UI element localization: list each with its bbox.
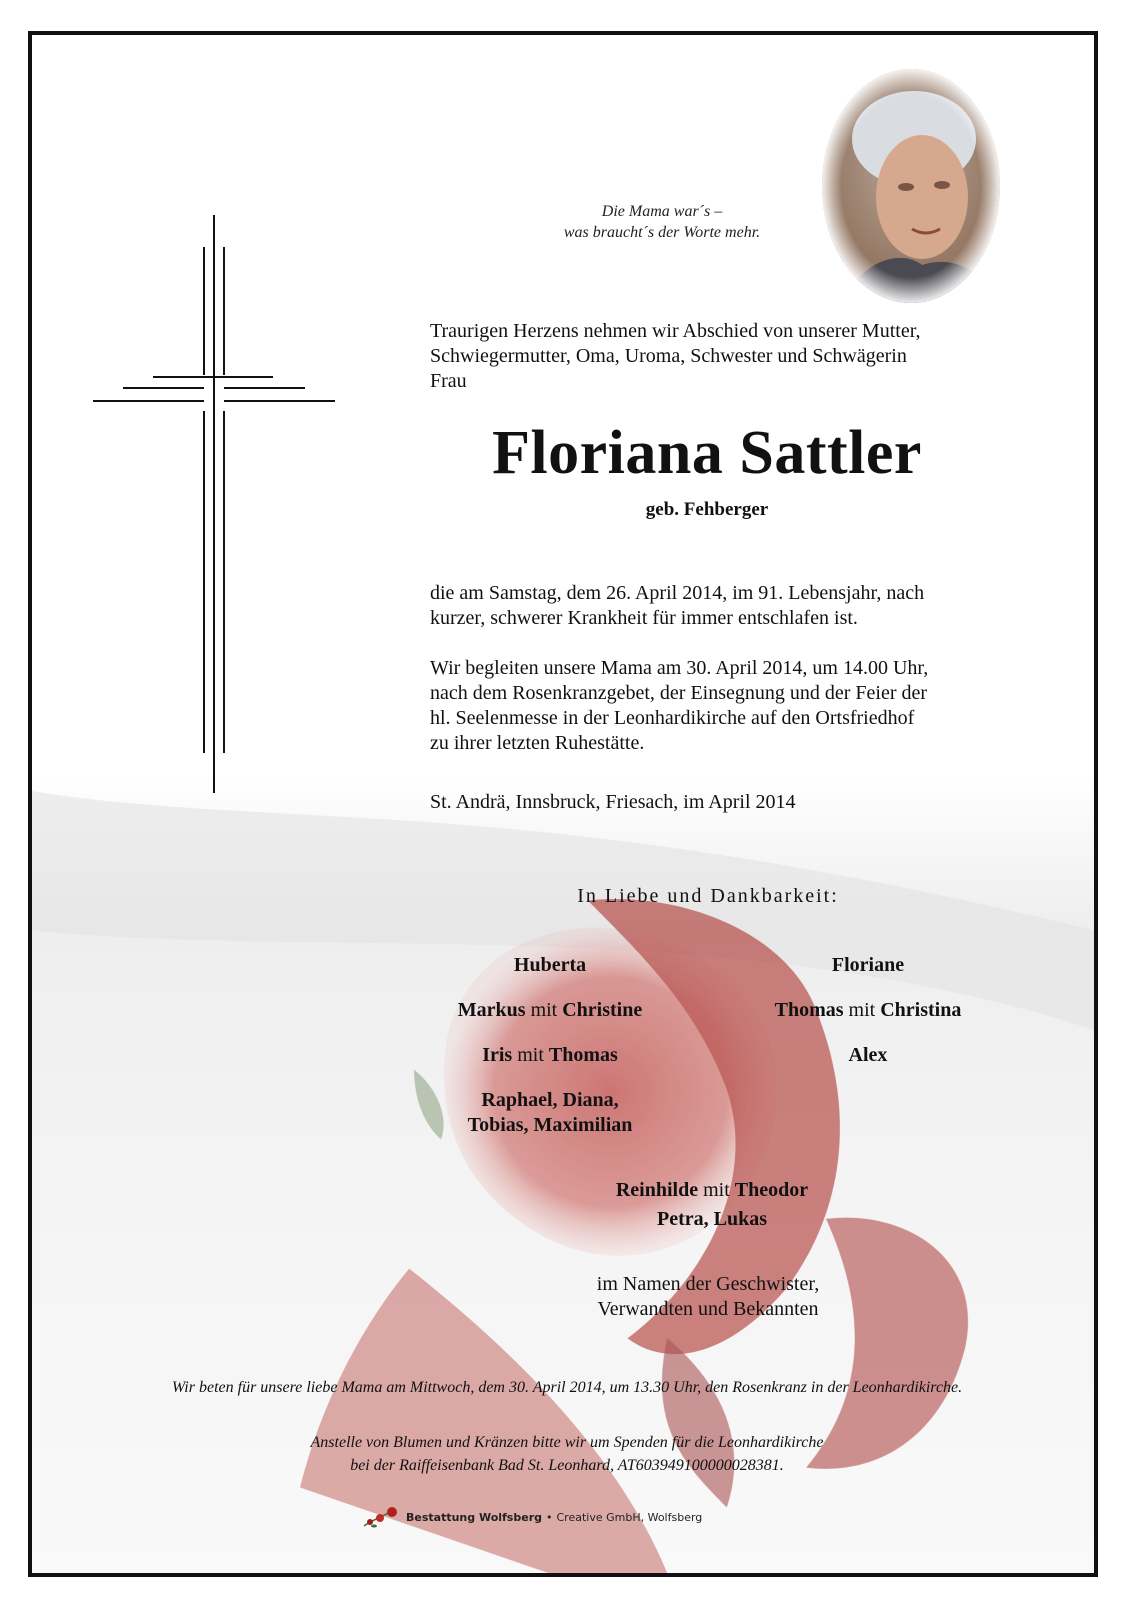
family-center-2 bbox=[562, 1207, 862, 1232]
donation-line-1: Anstelle von Blumen und Kränzen bitte wir um Spenden für die Leonhardikirche bbox=[310, 1434, 824, 1451]
family-right-3 bbox=[748, 1043, 988, 1068]
family-name: Theodor bbox=[734, 1179, 809, 1201]
family-left-1 bbox=[430, 953, 670, 978]
footer-rest: Creative GmbH, Wolfsberg bbox=[556, 1510, 703, 1524]
family-name: Petra, Lukas bbox=[657, 1208, 767, 1230]
quote bbox=[512, 201, 812, 243]
quote-line-2: was braucht´s der Worte mehr. bbox=[563, 224, 761, 241]
thanks-heading: In Liebe und Dankbarkeit: bbox=[577, 885, 839, 907]
family-name: Raphael, Diana, bbox=[481, 1089, 619, 1111]
family-name: Thomas bbox=[548, 1044, 618, 1066]
funeral-line-1: Wir begleiten unsere Mama am 30. April 2014, um 14.00 Uhr, bbox=[430, 657, 929, 679]
family-name: Markus bbox=[457, 999, 526, 1021]
family-left-grandchildren bbox=[430, 1088, 670, 1138]
death-notice bbox=[430, 581, 986, 631]
funeral-details bbox=[430, 656, 986, 756]
family-connector: mit bbox=[525, 999, 563, 1021]
behalf-line-2: Verwandten und Bekannten bbox=[597, 1298, 819, 1320]
rosary-note: Wir beten für unsere liebe Mama am Mittwoch, dem 30. April 2014, um 13.30 Uhr, den Rosenkranz in der Leonhardikirche. bbox=[171, 1379, 963, 1396]
deceased-name: Floriana Sattler bbox=[492, 419, 922, 487]
behalf-line-1: im Namen der Geschwister, bbox=[596, 1273, 820, 1295]
funeral-line-4: zu ihrer letzten Ruhestätte. bbox=[430, 732, 645, 754]
death-line-2: kurzer, schwerer Krankheit für immer entschlafen ist. bbox=[430, 607, 858, 629]
portrait-photo bbox=[822, 69, 1000, 303]
family-center bbox=[562, 1178, 862, 1232]
family-name: Christina bbox=[880, 999, 962, 1021]
family-center-1 bbox=[562, 1178, 862, 1203]
intro-line-2: Schwiegermutter, Oma, Uroma, Schwester und Schwägerin bbox=[430, 345, 907, 367]
family-name: Christine bbox=[562, 999, 643, 1021]
intro-line-3: Frau bbox=[430, 370, 467, 392]
family-name: Thomas bbox=[774, 999, 844, 1021]
intro-text bbox=[430, 319, 986, 394]
family-name: Huberta bbox=[513, 954, 587, 976]
family-right-1 bbox=[748, 953, 988, 978]
family-name: Reinhilde bbox=[615, 1179, 699, 1201]
cross-icon bbox=[87, 215, 337, 805]
portrait-image bbox=[822, 69, 1000, 303]
death-line-1: die am Samstag, dem 26. April 2014, im 91. Lebensjahr, nach bbox=[430, 582, 925, 604]
behalf-text bbox=[430, 1272, 986, 1322]
family-connector: mit bbox=[512, 1044, 549, 1066]
footer-separator: • bbox=[546, 1510, 553, 1524]
family-left-2 bbox=[430, 998, 670, 1023]
family-right-2 bbox=[748, 998, 988, 1023]
donation-line-2: bei der Raiffeisenbank Bad St. Leonhard, AT603949100000028381. bbox=[350, 1457, 784, 1474]
quote-line-1: Die Mama war´s – bbox=[601, 203, 723, 220]
footer-company: Bestattung Wolfsberg bbox=[406, 1510, 542, 1524]
obituary-card bbox=[28, 31, 1098, 1577]
footer-credit bbox=[362, 1505, 782, 1529]
family-name: Alex bbox=[848, 1044, 888, 1066]
funeral-line-3: hl. Seelenmesse in der Leonhardikirche auf den Ortsfriedhof bbox=[430, 707, 915, 729]
rose-logo-icon bbox=[362, 1506, 400, 1528]
family-name: Iris bbox=[482, 1044, 513, 1066]
family-name: Floriane bbox=[831, 954, 905, 976]
maiden-name: geb. Fehberger bbox=[645, 499, 769, 520]
funeral-line-2: nach dem Rosenkranzgebet, der Einsegnung und der Feier der bbox=[430, 682, 928, 704]
family-connector: mit bbox=[698, 1179, 735, 1201]
family-name: Tobias, Maximilian bbox=[467, 1114, 633, 1136]
donation-note bbox=[152, 1431, 982, 1477]
family-connector: mit bbox=[843, 999, 881, 1021]
family-left-3 bbox=[430, 1043, 670, 1068]
place-date: St. Andrä, Innsbruck, Friesach, im April 2014 bbox=[430, 791, 796, 813]
intro-line-1: Traurigen Herzens nehmen wir Abschied von unserer Mutter, bbox=[430, 320, 921, 342]
